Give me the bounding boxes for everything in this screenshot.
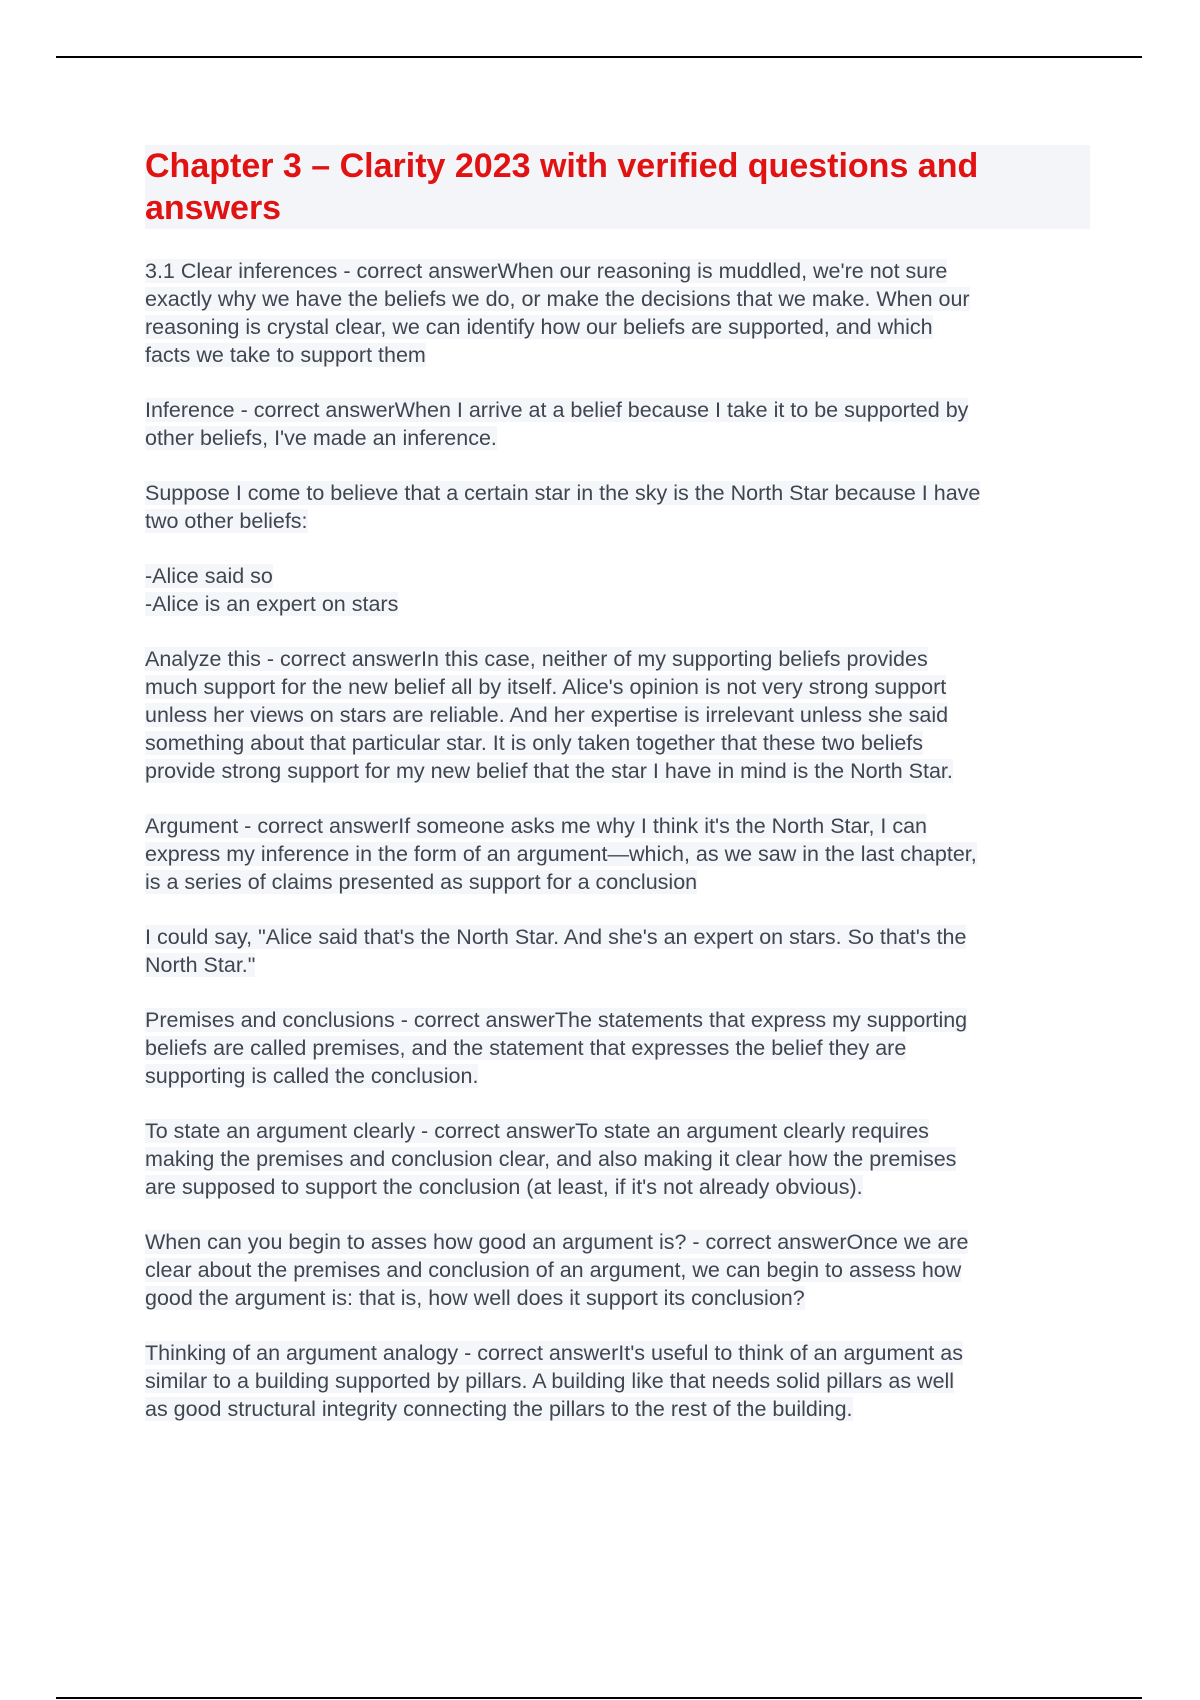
paragraph-line-text: -Alice is an expert on stars [145,592,399,616]
paragraph-line [145,1284,1090,1312]
paragraph-line-text: other beliefs, I've made an inference. [145,426,497,450]
paragraph-line [145,673,1090,701]
paragraph-line-text: reasoning is crystal clear, we can identify how our beliefs are supported, and which [145,315,933,339]
paragraph-line [145,923,1090,951]
paragraph-line-text: is a series of claims presented as support for a conclusion [145,870,698,894]
paragraph-line-text: To state an argument clearly - correct answerTo state an argument clearly requires [145,1119,929,1143]
bottom-rule [56,1697,1142,1699]
paragraph-line-text: beliefs are called premises, and the statement that expresses the belief they are [145,1036,907,1060]
paragraph [145,479,1090,535]
paragraph-line [145,285,1090,313]
paragraph-line-text: Analyze this - correct answerIn this case, neither of my supporting beliefs provides [145,647,928,671]
paragraph [145,1228,1090,1312]
paragraph [145,1339,1090,1423]
paragraph-line-text: -Alice said so [145,564,273,588]
paragraph-line [145,645,1090,673]
paragraph-line [145,1034,1090,1062]
paragraph-line-text: two other beliefs: [145,509,308,533]
paragraph-line-text: Inference - correct answerWhen I arrive at a belief because I take it to be supported by [145,398,969,422]
paragraph-line-text: Thinking of an argument analogy - correct answerIt's useful to think of an argument as [145,1341,963,1365]
paragraph-line [145,1117,1090,1145]
paragraph-line-text: Suppose I come to believe that a certain star in the sky is the North Star because I have [145,481,981,505]
paragraph-line [145,701,1090,729]
paragraph-line [145,1173,1090,1201]
paragraph-line-text: supporting is called the conclusion. [145,1064,479,1088]
paragraph-line [145,729,1090,757]
paragraph-line-text: provide strong support for my new belief that the star I have in mind is the North Star. [145,759,953,783]
paragraph-line [145,1339,1090,1367]
paragraph [145,257,1090,369]
paragraph-line-text: something about that particular star. It is only taken together that these two beliefs [145,731,924,755]
paragraph-line [145,257,1090,285]
paragraph-line [145,507,1090,535]
paragraph-line-text: Argument - correct answerIf someone asks me why I think it's the North Star, I can [145,814,927,838]
paragraph-line [145,341,1090,369]
paragraph-line [145,1228,1090,1256]
paragraph [145,1006,1090,1090]
paragraph-line [145,868,1090,896]
paragraph-line-text: exactly why we have the beliefs we do, or make the decisions that we make. When our [145,287,970,311]
paragraph-line-text: as good structural integrity connecting the pillars to the rest of the building. [145,1397,853,1421]
paragraph-line [145,840,1090,868]
paragraph [145,812,1090,896]
paragraph [145,645,1090,785]
paragraph-line [145,562,1090,590]
paragraph-line-text: When can you begin to asses how good an argument is? - correct answerOnce we are [145,1230,969,1254]
paragraph-line-text: North Star." [145,953,256,977]
paragraph-line-text: Premises and conclusions - correct answerThe statements that express my supporting [145,1008,968,1032]
paragraph-line-text: similar to a building supported by pillars. A building like that needs solid pillars as well [145,1369,955,1393]
paragraph-line-text: clear about the premises and conclusion of an argument, we can begin to assess how [145,1258,962,1282]
paragraph-line-text: making the premises and conclusion clear, and also making it clear how the premises [145,1147,957,1171]
paragraph-line [145,479,1090,507]
paragraph-line [145,590,1090,618]
paragraph-list [145,257,1090,1423]
paragraph-line [145,1395,1090,1423]
paragraph [145,923,1090,979]
paragraph-line-text: unless her views on stars are reliable. And her expertise is irrelevant unless she said [145,703,949,727]
paragraph-line-text: facts we take to support them [145,343,426,367]
paragraph-line-text: are supposed to support the conclusion (at least, if it's not already obvious). [145,1175,863,1199]
paragraph-line-text: express my inference in the form of an argument—which, as we saw in the last chapter, [145,842,977,866]
paragraph-line [145,812,1090,840]
paragraph-line [145,1145,1090,1173]
paragraph-line [145,424,1090,452]
paragraph-line [145,951,1090,979]
paragraph-line [145,757,1090,785]
paragraph-line [145,313,1090,341]
paragraph-line [145,1006,1090,1034]
paragraph-line [145,1062,1090,1090]
top-rule [56,56,1142,58]
paragraph-line [145,1367,1090,1395]
paragraph [145,1117,1090,1201]
paragraph [145,396,1090,452]
paragraph-line [145,1256,1090,1284]
document-title: Chapter 3 – Clarity 2023 with verified questions and answers [145,145,1090,229]
paragraph-line-text: much support for the new belief all by itself. Alice's opinion is not very strong support [145,675,947,699]
paragraph-line-text: good the argument is: that is, how well does it support its conclusion? [145,1286,805,1310]
paragraph [145,562,1090,618]
document-body [145,145,1090,1450]
paragraph-line [145,396,1090,424]
paragraph-line-text: I could say, "Alice said that's the North Star. And she's an expert on stars. So that's the [145,925,967,949]
paragraph-line-text: 3.1 Clear inferences - correct answerWhen our reasoning is muddled, we're not sure [145,259,948,283]
